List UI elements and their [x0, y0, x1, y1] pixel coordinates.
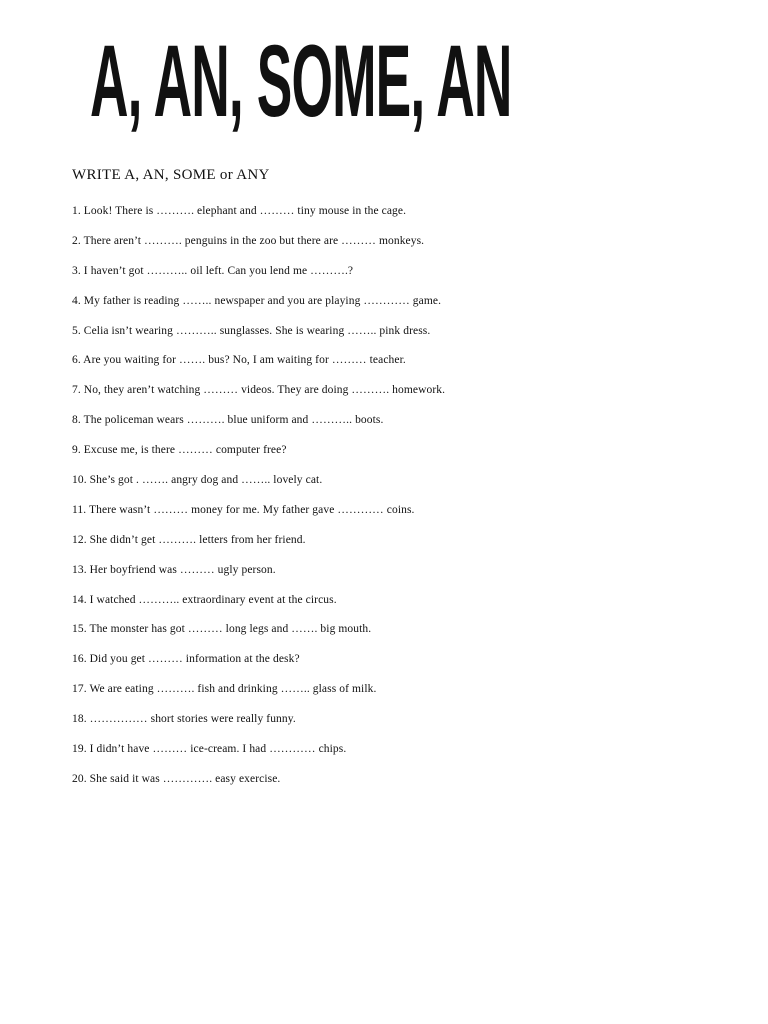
worksheet-title-text: A, AN, SOME, AN: [90, 25, 512, 140]
exercise-item-14: 14. I watched ……….. extraordinary event at the circus.: [72, 593, 337, 606]
exercise-item-3: 3. I haven’t got ……….. oil left. Can you lend me ……….?: [72, 264, 354, 277]
exercise-item-13: 13. Her boyfriend was ……… ugly person.: [72, 563, 276, 576]
worksheet-title: [90, 0, 580, 174]
exercise-item-20: 20. She said it was …………. easy exercise.: [72, 772, 281, 785]
exercise-item-5: 5. Celia isn’t wearing ……….. sunglasses. She is wearing …….. pink dress.: [72, 324, 431, 337]
exercise-item-12: 12. She didn’t get ………. letters from her friend.: [72, 533, 306, 546]
exercise-item-15: 15. The monster has got ……… long legs and ……. big mouth.: [72, 623, 372, 636]
exercise-item-7: 7. No, they aren’t watching ……… videos. They are doing ………. homework.: [72, 384, 446, 397]
exercise-item-11: 11. There wasn’t ……… money for me. My father gave ………… coins.: [72, 503, 415, 516]
exercise-item-1: 1. Look! There is ………. elephant and ……… tiny mouse in the cage.: [72, 205, 407, 217]
exercise-item-18: 18. …………… short stories were really funny.: [72, 713, 296, 726]
exercise-item-8: 8. The policeman wears ………. blue uniform and ……….. boots.: [72, 414, 384, 427]
exercise-item-16: 16. Did you get ……… information at the desk?: [72, 653, 300, 666]
instructions-heading: WRITE A, AN, SOME or ANY: [72, 167, 270, 183]
exercise-item-19: 19. I didn’t have ……… ice-cream. I had ………… chips.: [72, 743, 347, 756]
exercise-list: [72, 203, 445, 801]
exercise-item-9: 9. Excuse me, is there ……… computer free?: [72, 444, 287, 457]
exercise-item-10: 10. She’s got . ……. angry dog and …….. lovely cat.: [72, 474, 323, 487]
exercise-item-4: 4. My father is reading …….. newspaper and you are playing ………… game.: [72, 294, 442, 307]
exercise-item-6: 6. Are you waiting for ……. bus? No, I am waiting for ……… teacher.: [72, 354, 406, 367]
exercise-item-17: 17. We are eating ………. fish and drinking …….. glass of milk.: [72, 683, 377, 696]
exercise-item-2: 2. There aren’t ………. penguins in the zoo but there are ……… monkeys.: [72, 234, 425, 247]
